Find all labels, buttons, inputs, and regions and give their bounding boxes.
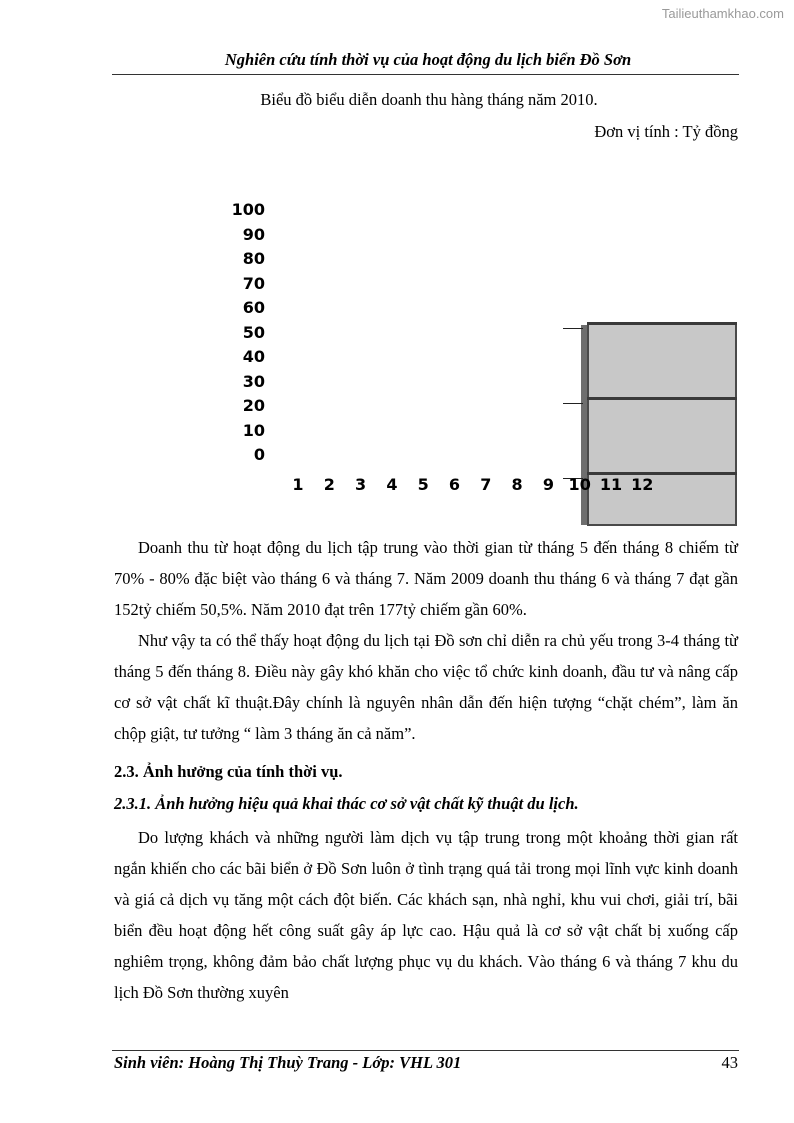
- y-tick-label: 10: [242, 420, 265, 440]
- running-header: Nghiên cứu tính thời vụ của hoạt động du lịch biển Đồ Sơn: [224, 50, 632, 69]
- paragraph: Doanh thu từ hoạt động du lịch tập trung vào thời gian từ tháng 5 đến tháng 8 chiếm từ 70% - 80% đặc biệt vào tháng 6 và tháng 7. Năm 2009 doanh thu tháng 6 và tháng 7 đạt gần 152tỷ chiếm 50,5%. Năm 2010 đạt trên 177tỷ chiếm gần 60%.: [114, 538, 738, 619]
- chart-title: Biểu đồ biểu diễn doanh thu hàng tháng năm 2010.: [260, 90, 598, 109]
- y-tick-label: 20: [242, 396, 265, 415]
- header-rule: [112, 74, 739, 75]
- y-tick-label: 0: [253, 445, 265, 464]
- y-tick-label: 60: [242, 298, 265, 317]
- chart-tick-mark: [563, 403, 583, 404]
- page-number: 43: [721, 1053, 738, 1072]
- x-tick-label: 5: [417, 475, 429, 494]
- body-text-1: [114, 532, 738, 749]
- y-tick-label: 30: [242, 371, 265, 391]
- x-tick-label: 6: [448, 475, 461, 494]
- x-tick-label: 3: [355, 475, 367, 494]
- footer-rule: [112, 1050, 739, 1051]
- x-tick-label: 1: [292, 475, 304, 494]
- x-tick-label: 9: [542, 475, 554, 494]
- y-tick-label: 100: [231, 200, 265, 219]
- x-tick-label: 10: [568, 475, 591, 494]
- body-text-2: [114, 822, 738, 1008]
- footer-author: Sinh viên: Hoàng Thị Thuỳ Trang - Lớp: VHL 301: [114, 1053, 462, 1072]
- chart-bar-face: [587, 323, 737, 526]
- x-tick-label: 12: [631, 475, 654, 494]
- x-tick-label: 8: [511, 475, 523, 494]
- unit-label: Đơn vị tính : Tỷ đồng: [594, 122, 738, 141]
- x-tick-label: 4: [386, 475, 398, 494]
- y-tick-label: 40: [242, 347, 265, 366]
- chart-tick-mark: [563, 328, 583, 329]
- x-tick-label: 11: [599, 475, 623, 494]
- chart-gridline: [587, 397, 737, 400]
- y-tick-label: 70: [242, 273, 265, 293]
- y-tick-label: 90: [242, 224, 265, 244]
- subsection-heading: 2.3.1. Ảnh hưởng hiệu quả khai thác cơ sở vật chất kỹ thuật du lịch.: [114, 794, 579, 813]
- paragraph: Như vậy ta có thể thấy hoạt động du lịch tại Đồ sơn chỉ diễn ra chủ yếu trong 3-4 tháng từ tháng 5 đến tháng 8. Điều này gây khó khăn cho việc tổ chức kinh doanh, đầu tư và nâng cấp cơ sở vật chất kĩ thuật.Đây chính là nguyên nhân dẫn đến hiện tượng “chặt chém”, làm ăn chộp giật, tư tưởng “ làm 3 tháng ăn cả năm”.: [114, 631, 738, 743]
- section-heading: 2.3. Ảnh hưởng của tính thời vụ.: [114, 762, 343, 781]
- x-tick-label: 7: [480, 475, 492, 494]
- y-tick-label: 80: [242, 249, 265, 268]
- paragraph: Do lượng khách và những người làm dịch vụ tập trung trong một khoảng thời gian rất ngắn khiến cho các bãi biển ở Đồ Sơn luôn ở tình trạng quá tải trong mọi lĩnh vực kinh doanh và giá cả dịch vụ tăng một cách đột biến. Các khách sạn, nhà nghỉ, khu vui chơi, giải trí, bãi biển đều hoạt động hết công suất gây áp lực cao. Hậu quả là cơ sở vật chất bị xuống cấp nghiêm trọng, không đảm bảo chất lượng phục vụ du khách. Vào tháng 6 và tháng 7 khu du lịch Đồ Sơn thường xuyên: [114, 828, 738, 1002]
- revenue-chart: [215, 190, 755, 530]
- y-tick-label: 50: [242, 322, 265, 342]
- x-tick-label: 2: [323, 475, 335, 494]
- chart-gridline: [587, 322, 737, 325]
- watermark: Tailieuthamkhao.com: [661, 6, 784, 21]
